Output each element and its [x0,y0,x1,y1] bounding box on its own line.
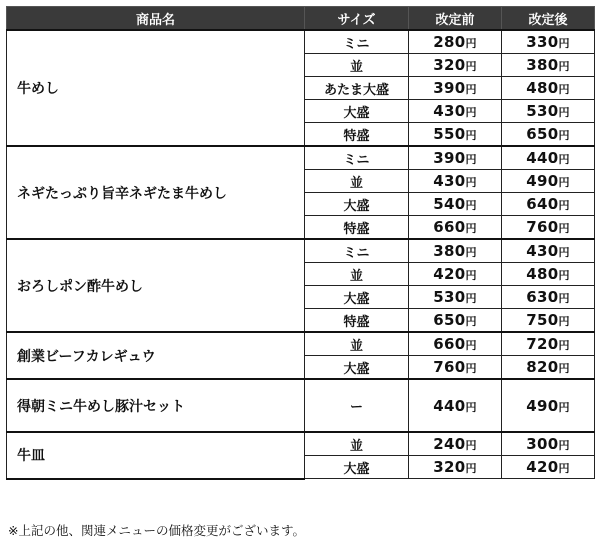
currency-unit: 円 [465,153,477,166]
size-cell: 大盛 [305,456,409,479]
table-row [7,432,595,456]
price-after-cell [502,30,595,54]
price-before-cell [409,77,502,100]
price-before-cell [409,193,502,216]
price-value: 380 [433,242,466,260]
price-value: 720 [526,335,559,353]
price-value: 440 [526,149,559,167]
price-value: 280 [433,33,466,51]
price-before-cell [409,239,502,263]
price-value: 760 [433,358,466,376]
price-after-cell [502,146,595,170]
price-value: 320 [433,56,466,74]
size-cell: 大盛 [305,356,409,380]
header-price-after: 改定後 [502,7,595,31]
price-value: 430 [433,172,466,190]
currency-unit: 円 [558,176,570,189]
price-value: 760 [526,218,559,236]
size-cell: ミニ [305,30,409,54]
currency-unit: 円 [558,199,570,212]
header-product-name: 商品名 [7,7,305,31]
size-cell: ー [305,379,409,432]
price-value: 630 [526,288,559,306]
size-cell: あたま大盛 [305,77,409,100]
price-value: 550 [433,125,466,143]
table-row [7,332,595,356]
price-value: 640 [526,195,559,213]
price-value: 650 [526,125,559,143]
size-cell: ミニ [305,239,409,263]
currency-unit: 円 [465,176,477,189]
currency-unit: 円 [558,37,570,50]
currency-unit: 円 [465,246,477,259]
product-name: 得朝ミニ牛めし豚汁セット [7,379,305,432]
header-price-before: 改定前 [409,7,502,31]
currency-unit: 円 [465,362,477,375]
size-cell: 大盛 [305,100,409,123]
price-after-cell [502,100,595,123]
currency-unit: 円 [465,83,477,96]
table-row [7,379,595,432]
currency-unit: 円 [558,292,570,305]
price-before-cell [409,456,502,479]
price-before-cell [409,309,502,333]
currency-unit: 円 [558,339,570,352]
price-before-cell [409,332,502,356]
price-value: 750 [526,311,559,329]
price-after-cell [502,332,595,356]
product-name: ネギたっぷり旨辛ネギたま牛めし [7,146,305,239]
price-value: 530 [526,102,559,120]
currency-unit: 円 [558,462,570,475]
price-before-cell [409,263,502,286]
currency-unit: 円 [465,339,477,352]
price-before-cell [409,170,502,193]
currency-unit: 円 [558,83,570,96]
size-cell: 並 [305,54,409,77]
price-before-cell [409,216,502,240]
price-before-cell [409,54,502,77]
size-cell: 特盛 [305,309,409,333]
currency-unit: 円 [558,246,570,259]
price-value: 660 [433,218,466,236]
price-after-cell [502,216,595,240]
currency-unit: 円 [558,106,570,119]
product-name: 牛皿 [7,432,305,479]
currency-unit: 円 [465,199,477,212]
size-cell: 特盛 [305,216,409,240]
currency-unit: 円 [465,60,477,73]
currency-unit: 円 [465,439,477,452]
price-value: 530 [433,288,466,306]
currency-unit: 円 [558,222,570,235]
price-value: 390 [433,149,466,167]
price-after-cell [502,432,595,456]
price-value: 820 [526,358,559,376]
currency-unit: 円 [558,269,570,282]
table-row [7,30,595,54]
price-value: 320 [433,458,466,476]
table-row [7,146,595,170]
currency-unit: 円 [558,315,570,328]
size-cell: 並 [305,170,409,193]
price-after-cell [502,286,595,309]
price-before-cell [409,146,502,170]
price-value: 480 [526,265,559,283]
size-cell: 並 [305,263,409,286]
price-before-cell [409,432,502,456]
price-value: 390 [433,79,466,97]
price-table-container [6,6,594,480]
price-after-cell [502,193,595,216]
price-after-cell [502,123,595,147]
currency-unit: 円 [558,439,570,452]
price-before-cell [409,100,502,123]
price-value: 650 [433,311,466,329]
price-value: 420 [433,265,466,283]
table-row [7,239,595,263]
currency-unit: 円 [465,129,477,142]
currency-unit: 円 [465,462,477,475]
product-name: 牛めし [7,30,305,146]
currency-unit: 円 [465,315,477,328]
size-cell: 並 [305,432,409,456]
price-before-cell [409,286,502,309]
price-value: 660 [433,335,466,353]
currency-unit: 円 [558,153,570,166]
currency-unit: 円 [465,222,477,235]
price-value: 420 [526,458,559,476]
footnote: ※上記の他、関連メニューの価格変更がございます。 [8,523,305,538]
price-value: 440 [433,396,466,415]
currency-unit: 円 [558,400,570,414]
price-value: 480 [526,79,559,97]
currency-unit: 円 [465,269,477,282]
price-before-cell [409,123,502,147]
size-cell: 大盛 [305,286,409,309]
price-after-cell [502,239,595,263]
price-after-cell [502,379,595,432]
price-value: 430 [526,242,559,260]
price-before-cell [409,356,502,380]
price-after-cell [502,54,595,77]
header-size: サイズ [305,7,409,31]
price-after-cell [502,263,595,286]
price-value: 300 [526,435,559,453]
price-value: 330 [526,33,559,51]
price-value: 430 [433,102,466,120]
price-value: 490 [526,396,559,415]
table-body [7,30,595,479]
price-value: 240 [433,435,466,453]
size-cell: 特盛 [305,123,409,147]
product-name: 創業ビーフカレギュウ [7,332,305,379]
currency-unit: 円 [465,292,477,305]
price-before-cell [409,379,502,432]
table-header-row [7,7,595,31]
price-value: 540 [433,195,466,213]
currency-unit: 円 [558,362,570,375]
price-after-cell [502,170,595,193]
price-value: 490 [526,172,559,190]
price-before-cell [409,30,502,54]
size-cell: 並 [305,332,409,356]
price-after-cell [502,309,595,333]
price-value: 380 [526,56,559,74]
size-cell: ミニ [305,146,409,170]
size-cell: 大盛 [305,193,409,216]
price-after-cell [502,77,595,100]
currency-unit: 円 [558,60,570,73]
price-after-cell [502,456,595,479]
currency-unit: 円 [465,106,477,119]
price-revision-table [6,6,595,480]
product-name: おろしポン酢牛めし [7,239,305,332]
price-after-cell [502,356,595,380]
currency-unit: 円 [465,400,477,414]
currency-unit: 円 [558,129,570,142]
currency-unit: 円 [465,37,477,50]
